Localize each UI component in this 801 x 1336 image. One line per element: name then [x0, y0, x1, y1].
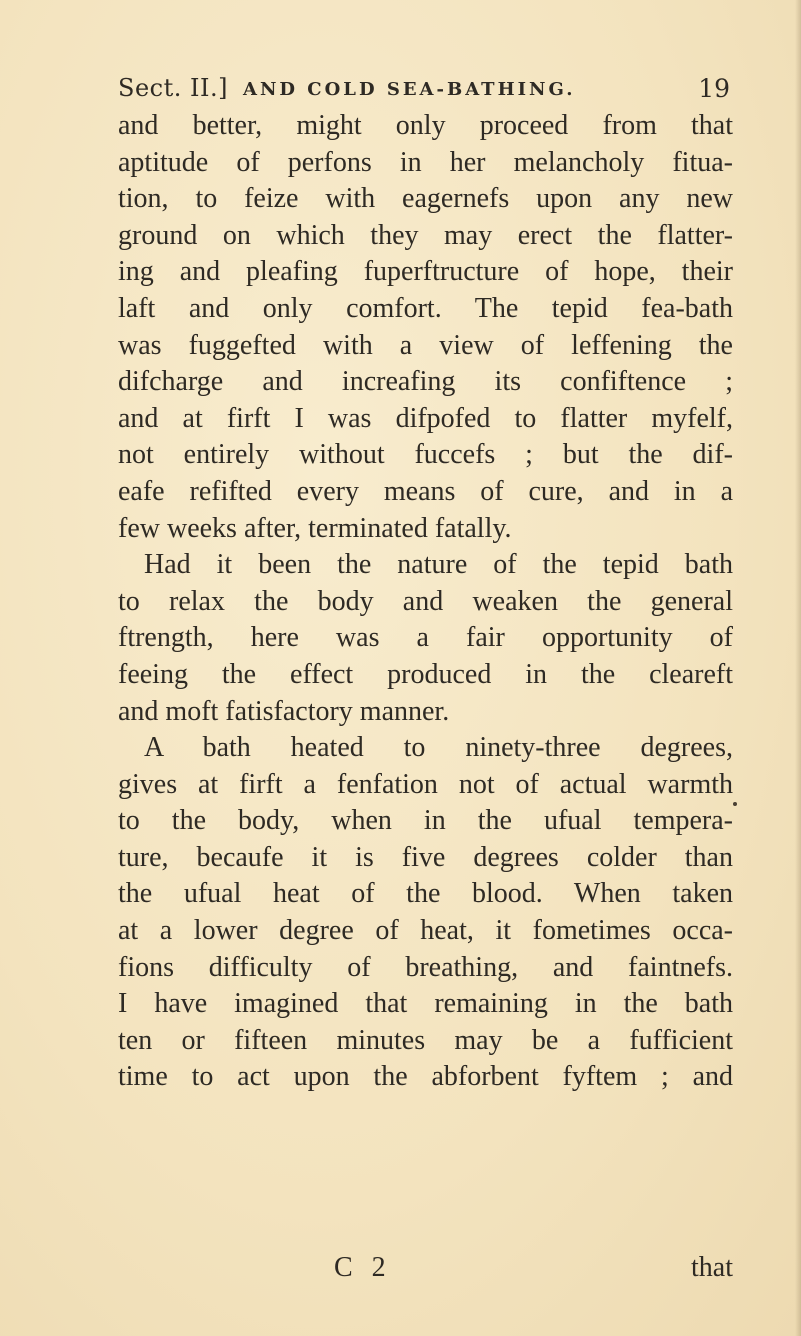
running-header: [118, 70, 730, 110]
text-line: ground on which they may erect the flatter-: [118, 219, 733, 251]
text-line: difcharge and increafing its confiftence ;: [118, 366, 733, 398]
text-line: at a lower degree of heat, it fometimes occa-: [118, 915, 733, 947]
text-line: ing and pleafing fuperftructure of hope, their: [118, 256, 733, 288]
section-marker: Sect. II.]: [118, 74, 228, 102]
text-line: and better, might only proceed from that: [118, 110, 733, 141]
text-line: and moft fatisfactory manner.: [118, 695, 450, 727]
text-line: was fuggefted with a view of leffening the: [118, 329, 733, 361]
text-line: A bath heated to ninety-three degrees,: [144, 732, 733, 764]
text-line: tion, to feize with eagernefs upon any new: [118, 183, 733, 215]
page-number: 19: [698, 74, 730, 103]
text-line: ten or fifteen minutes may be a fufficient: [118, 1024, 733, 1056]
text-line: not entirely without fuccefs ; but the dif-: [118, 439, 733, 471]
text-line: Had it been the nature of the tepid bath: [144, 549, 733, 581]
signature-mark: C 2: [334, 1252, 392, 1283]
text-line: I have imagined that remaining in the bath: [118, 988, 733, 1020]
text-line: aptitude of perfons in her melancholy fitua-: [118, 146, 733, 178]
text-line: feeing the effect produced in the cleareft: [118, 658, 733, 690]
body-text: [118, 108, 733, 1096]
text-line: eafe refifted every means of cure, and in a: [118, 475, 733, 507]
text-line: to relax the body and weaken the general: [118, 585, 733, 617]
text-line: ture, becaufe it is five degrees colder than: [118, 841, 733, 873]
running-title: AND COLD SEA-BATHING.: [243, 79, 576, 100]
text-line: to the body, when in the ufual tempera-: [118, 805, 733, 837]
page-footer: [118, 1252, 733, 1290]
text-line: ftrength, here was a fair opportunity of: [118, 622, 733, 654]
catchword: that: [691, 1252, 733, 1283]
text-line: fions difficulty of breathing, and faintnefs.: [118, 951, 733, 983]
text-line: time to act upon the abforbent fyftem ; and: [118, 1061, 733, 1093]
text-line: the ufual heat of the blood. When taken: [118, 878, 733, 910]
margin-dot: [733, 802, 737, 806]
text-line: gives at firft a fenfation not of actual warmth: [118, 768, 733, 800]
text-line: and at firft I was difpofed to flatter myfelf,: [118, 402, 733, 434]
page-edge-shadow: [795, 0, 801, 1336]
text-line: laft and only comfort. The tepid fea-bath: [118, 292, 733, 324]
text-line: few weeks after, terminated fatally.: [118, 512, 512, 544]
